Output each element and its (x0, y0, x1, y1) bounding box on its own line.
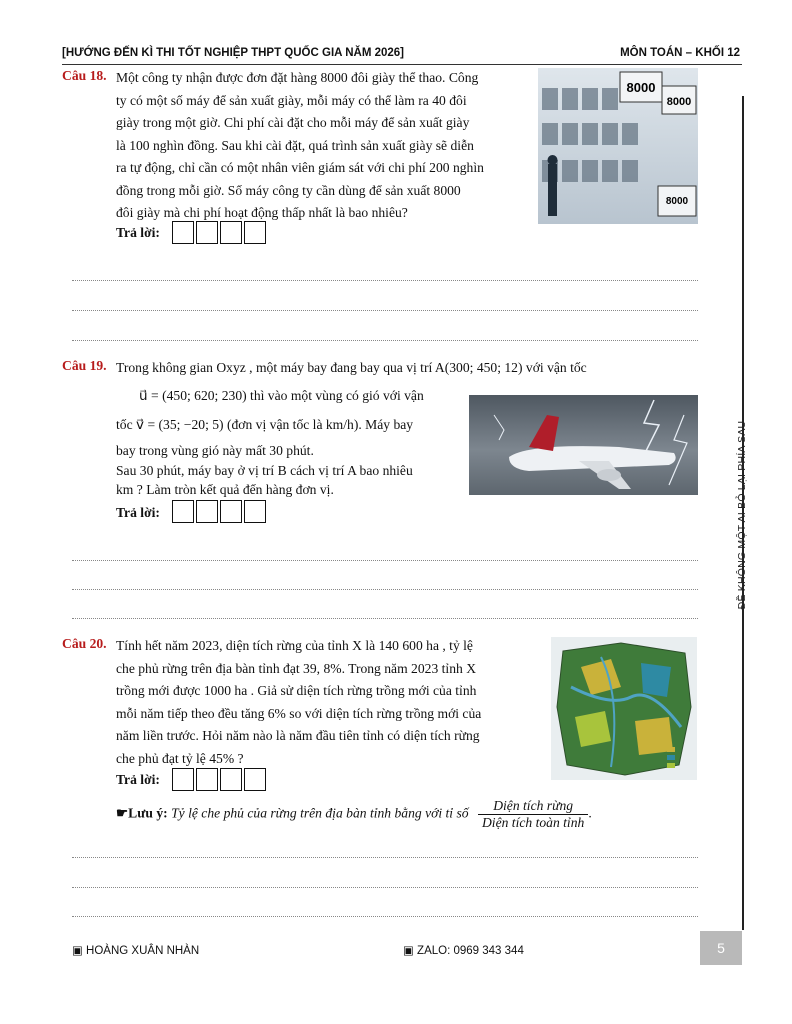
answer-box[interactable] (244, 500, 266, 523)
side-caption: ĐỀ KHÔNG MỘT AI BỎ LẠI PHÍA SAU (736, 420, 748, 610)
answer-line (72, 916, 698, 917)
airplane-illustration (469, 395, 698, 495)
factory-sign-2: 8000 (666, 96, 692, 108)
answer-line (72, 857, 698, 858)
q18-answer-boxes[interactable] (172, 221, 268, 244)
q19-line4: bay trong vùng gió này mất 30 phút. (116, 443, 314, 458)
answer-box[interactable] (244, 221, 266, 244)
header-subject: MÔN TOÁN – KHỐI 12 (620, 47, 740, 59)
answer-line (72, 887, 698, 888)
q18-answer-label: Trả lời: (116, 225, 160, 240)
page-number: 5 (700, 931, 742, 965)
factory-illustration (538, 68, 698, 224)
note-prefix: ☛Lưu ý: (116, 805, 168, 821)
answer-box[interactable] (196, 500, 218, 523)
header-divider (62, 64, 742, 65)
forest-map-illustration (551, 637, 697, 780)
answer-line (72, 340, 698, 341)
header-title: [HƯỚNG ĐẾN KÌ THI TỐT NGHIỆP THPT QUỐC GIA NĂM 2026] (62, 47, 405, 59)
answer-line (72, 589, 698, 590)
q19-line3: tốc v⃗ = (35; −20; 5) (đơn vị vận tốc là km/h). Máy bay (116, 417, 414, 432)
answer-line (72, 618, 698, 619)
q19-line5: Sau 30 phút, máy bay ở vị trí B cách vị trí A bao nhiêu (116, 463, 413, 478)
answer-box[interactable] (244, 768, 266, 791)
shoe-factory-image (538, 68, 698, 224)
page-header (62, 47, 740, 63)
q19-label: Câu 19. (62, 358, 107, 373)
q19-line1: Trong không gian Oxyz , một máy bay đang bay qua vị trí A(300; 450; 12) với vận tốc (116, 360, 587, 375)
answer-box[interactable] (220, 500, 242, 523)
factory-sign-1: 8000 (626, 80, 656, 95)
q20-text: Tính hết năm 2023, diện tích rừng của tỉnh X là 140 600 ha , tỷ lệ che phủ rừng trên địa bàn tỉnh đạt 39, 8%. Trong năm 2023 tỉnh X trồng mới được 1000 ha . Giả sử diện tích rừng trồng mới của tỉnh mỗi năm tiếp theo đều tăng 6% so với diện tích rừng trồng mới của năm liền trước. Hỏi năm nào là năm đầu tiên tỉnh có diện tích rừng che phủ đạt tỷ lệ 45% ? (116, 638, 482, 766)
q19-answer-boxes[interactable] (172, 500, 268, 523)
forest-map-image (551, 637, 697, 780)
answer-box[interactable] (172, 500, 194, 523)
footer-author: ▣ HOÀNG XUÂN NHÀN (72, 945, 200, 957)
answer-box[interactable] (220, 768, 242, 791)
q19-line6: km ? Làm tròn kết quả đến hàng đơn vị. (116, 482, 334, 497)
q18-label: Câu 18. (62, 68, 107, 83)
answer-box[interactable] (196, 221, 218, 244)
factory-sign-3: 8000 (665, 196, 689, 207)
answer-line (72, 280, 698, 281)
answer-box[interactable] (172, 768, 194, 791)
q18-text: Một công ty nhận được đơn đặt hàng 8000 đôi giày thể thao. Công ty có một số máy để sản xuất giày, mỗi máy có thể làm ra 40 đôi giày trong một giờ. Chi phí cài đặt cho mỗi máy để sản xuất giày là 100 nghìn đồng. Sau khi cài đặt, quá trình sản xuất giày sẽ diễn ra tự động, chỉ cần có một nhân viên giám sát với chi phí 200 nghìn đồng trong mỗi giờ. Số máy công ty cần dùng để sản xuất 8000 đôi giày mà chi phí hoạt động thấp nhất là bao nhiêu? (116, 70, 484, 220)
answer-line (72, 310, 698, 311)
coverage-fraction (478, 798, 588, 831)
q19-answer-label: Trả lời: (116, 505, 160, 520)
note-end: . (588, 805, 592, 821)
q20-answer-label: Trả lời: (116, 772, 160, 787)
answer-line (72, 560, 698, 561)
answer-box[interactable] (220, 221, 242, 244)
fraction-numerator: Diện tích rừng (478, 798, 588, 815)
q19-line2: u⃗ = (450; 620; 230) thì vào một vùng có gió với vận (139, 388, 424, 403)
q20-answer-boxes[interactable] (172, 768, 268, 791)
fraction-denominator: Diện tích toàn tỉnh (481, 815, 585, 830)
footer-zalo: ▣ ZALO: 0969 343 344 (403, 945, 524, 957)
note-text: Tỷ lệ che phủ của rừng trên địa bàn tỉnh bằng với tỉ số (171, 805, 469, 821)
q20-label: Câu 20. (62, 636, 107, 651)
q20-note (116, 798, 676, 831)
answer-box[interactable] (196, 768, 218, 791)
airplane-image (469, 395, 698, 495)
answer-box[interactable] (172, 221, 194, 244)
